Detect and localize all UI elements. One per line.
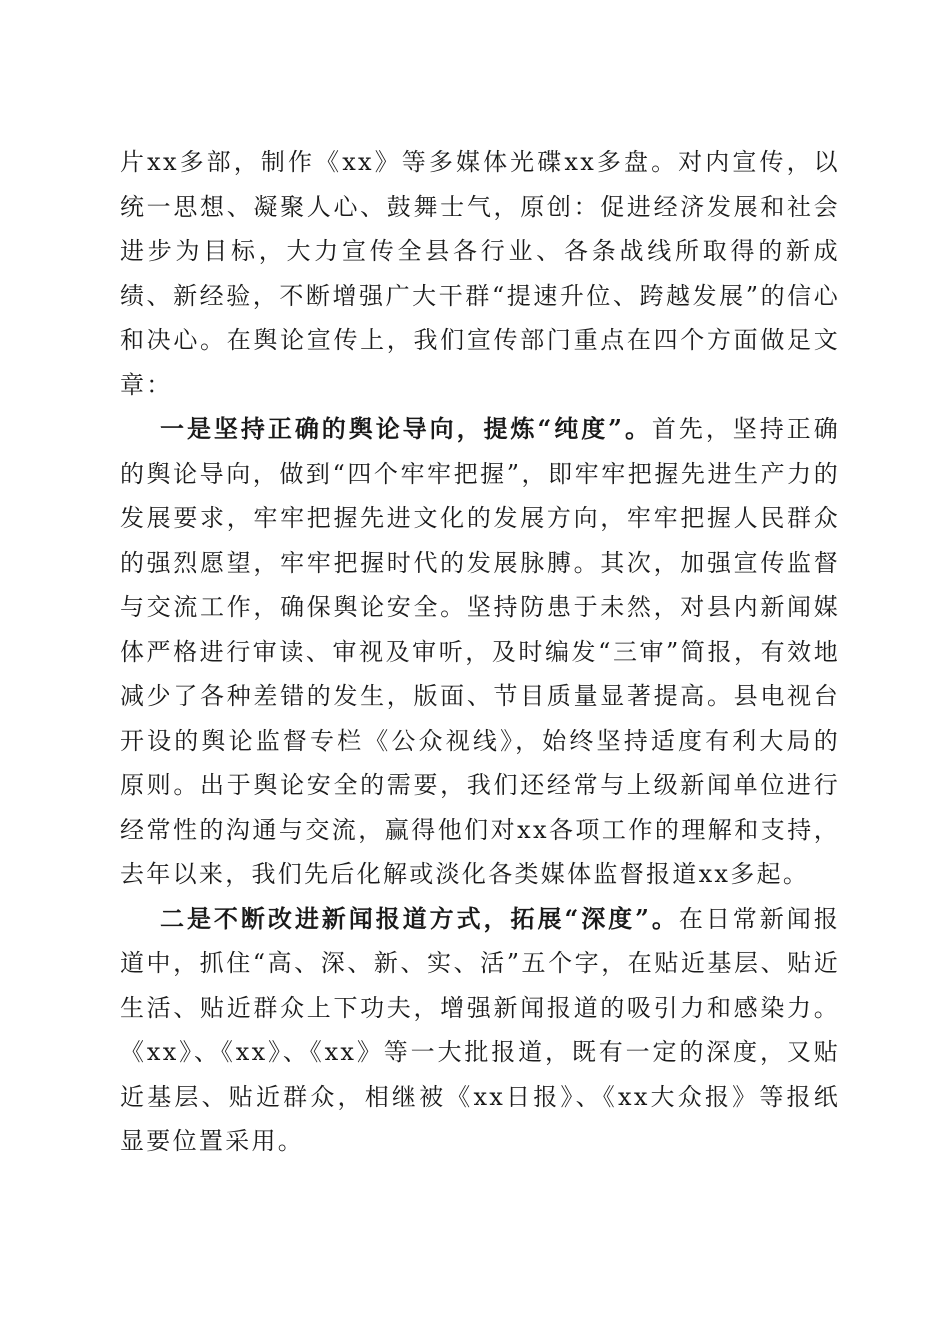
paragraph-text: 在日常新闻报道中，抓住“高、深、新、实、活”五个字，在贴近基层、贴近生活、贴近群众上下功夫，增强新闻报道的吸引力和感染力。《xx》、《xx》、《xx》等一大批报道，既有一定的深度，又贴近基层、贴近群众，相继被《xx日报》、《xx大众报》等报纸显要位置采用。 <box>120 904 840 1155</box>
paragraph-lead: 二是不断改进新闻报道方式，拓展“深度”。 <box>160 903 679 933</box>
paragraph <box>120 897 840 1164</box>
paragraph <box>120 140 840 407</box>
paragraph-text: 片xx多部，制作《xx》等多媒体光碟xx多盘。对内宣传，以统一思想、凝聚人心、鼓舞士气，原创：促进经济发展和社会进步为目标，大力宣传全县各行业、各条战线所取得的新成绩、新经验，不断增强广大干群“提速升位、跨越发展”的信心和决心。在舆论宣传上，我们宣传部门重点在四个方面做足文章： <box>120 148 840 399</box>
paragraph-text: 首先，坚持正确的舆论导向，做到“四个牢牢把握”，即牢牢把握先进生产力的发展要求，牢牢把握先进文化的发展方向，牢牢把握人民群众的强烈愿望，牢牢把握时代的发展脉膊。其次，加强宣传监督与交流工作，确保舆论安全。坚持防患于未然，对县内新闻媒体严格进行审读、审视及审听，及时编发“三审”简报，有效地减少了各种差错的发生，版面、节目质量显著提高。县电视台开设的舆论监督专栏《公众视线》，始终坚持适度有利大局的原则。出于舆论安全的需要，我们还经常与上级新闻单位进行经常性的沟通与交流，赢得他们对xx各项工作的理解和支持，去年以来，我们先后化解或淡化各类媒体监督报道xx多起。 <box>120 415 841 888</box>
body-text <box>120 140 840 1164</box>
paragraph <box>120 407 840 897</box>
paragraph-lead: 一是坚持正确的舆论导向，提炼“纯度”。 <box>160 414 652 443</box>
